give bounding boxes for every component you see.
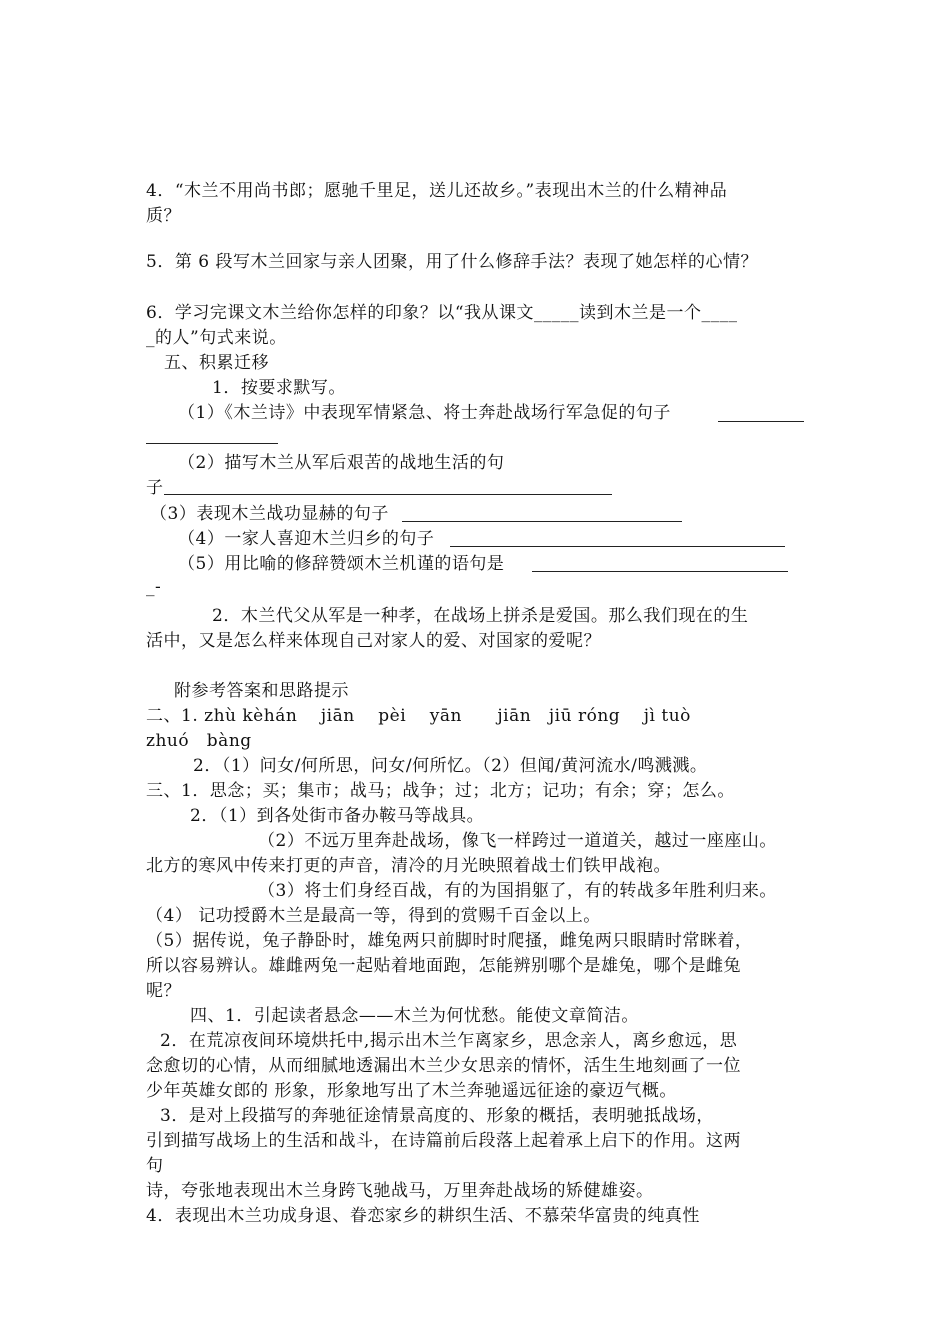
recitation-item-5: （5）用比喻的修辞赞颂木兰机谨的语句是: [178, 554, 505, 574]
answer-4-2-line1: 2．在荒凉夜间环境烘托中,揭示出木兰乍离家乡，思念亲人，离乡愈远，思: [160, 1031, 738, 1051]
answer-3-2-2: （2）不远万里奔赴战场，像飞一样跨过一道道关，越过一座座山。: [258, 831, 777, 851]
recitation-item-3: （3）表现木兰战功显赫的句子: [150, 504, 389, 524]
answer-4-3-line2: 引到描写战场上的生活和战斗，在诗篇前后段落上起着承上启下的作用。这两: [146, 1131, 741, 1151]
answer-2-1-line2: zhuó bàng: [146, 731, 252, 751]
answer-4-2-line2: 念愈切的心情，从而细腻地透漏出木兰少女思亲的情怀，活生生地刻画了一位: [146, 1056, 741, 1076]
question-4-line1: 4．“木兰不用尚书郎；愿驰千里足，送儿还故乡。”表现出木兰的什么精神品: [146, 181, 728, 201]
section-5-task2-line2: 活中，又是怎么样来体现自己对家人的爱、对国家的爱呢？: [146, 631, 601, 651]
answer-3-2-5-line1: （5）据传说，兔子静卧时，雄兔两只前脚时时爬搔，雌兔两只眼睛时常眯着，: [146, 931, 753, 951]
question-6-line1: 6．学习完课文木兰给你怎样的印象？以“我从课文_____读到木兰是一个____: [146, 303, 738, 323]
answers-heading: 附参考答案和思路提示: [174, 681, 349, 701]
section-5-heading: 五、积累迁移: [164, 353, 269, 373]
question-6-line2: _的人”句式来说。: [146, 328, 287, 348]
answer-4-3-line3: 句: [146, 1156, 164, 1176]
question-4-line2: 质？: [146, 206, 181, 226]
answer-blank-5: [532, 571, 788, 572]
section-5-task1: 1．按要求默写。: [212, 378, 346, 398]
recitation-item-1: （1）《木兰诗》中表现军情紧急、将士奔赴战场行军急促的句子: [178, 403, 671, 423]
recitation-item-5-tail: _-: [146, 577, 162, 597]
answer-blank-1b: [146, 443, 278, 444]
answer-blank-4: [450, 546, 785, 547]
answer-3-2-5-line2: 所以容易辨认。雄雌两兔一起贴着地面跑，怎能辨别哪个是雄兔，哪个是雌兔: [146, 956, 741, 976]
answer-4-4: 4．表现出木兰功成身退、眷恋家乡的耕织生活、不慕荣华富贵的纯真性: [146, 1206, 700, 1226]
answer-3-2-4: （4） 记功授爵木兰是最高一等，得到的赏赐千百金以上。: [146, 906, 601, 926]
answer-2-2: 2．（1）问女/何所思，问女/何所忆。（2）但闻/黄河流水/鸣溅溅。: [193, 756, 708, 776]
question-5: 5．第 6 段写木兰回家与亲人团聚，用了什么修辞手法？表现了她怎样的心情？: [146, 252, 758, 272]
recitation-item-2-line2: 子: [146, 478, 164, 498]
answer-blank-2: [164, 494, 612, 495]
answer-blank-3: [402, 521, 682, 522]
answer-blank-1a: [718, 421, 804, 422]
answer-3-2-3: （3）将士们身经百战，有的为国捐躯了，有的转战多年胜利归来。: [258, 881, 777, 901]
answer-4-3-line4: 诗，夸张地表现出木兰身跨飞驰战马，万里奔赴战场的矫健雄姿。: [146, 1181, 654, 1201]
recitation-item-2-line1: （2）描写木兰从军后艰苦的战地生活的句: [178, 453, 505, 473]
answer-4-3-line1: 3．是对上段描写的奔驰征途情景高度的、形象的概括，表明驰抵战场，: [160, 1106, 714, 1126]
answer-4-1: 四、1．引起读者悬念——木兰为何忧愁。能使文章简洁。: [190, 1006, 639, 1026]
section-5-task2-line1: 2．木兰代父从军是一种孝，在战场上拼杀是爱国。那么我们现在的生: [212, 606, 749, 626]
answer-3-2-1: 2．（1）到各处街市备办鞍马等战具。: [190, 806, 485, 826]
answer-3-2-5-line3: 呢？: [146, 981, 181, 1001]
answer-3-2-2-cont: 北方的寒风中传来打更的声音，清冷的月光映照着战士们铁甲战袍。: [146, 856, 671, 876]
recitation-item-4: （4）一家人喜迎木兰归乡的句子: [178, 529, 435, 549]
answer-3-1: 三、1．思念；买；集市；战马；战争；过；北方；记功；有余；穿；怎么。: [146, 781, 735, 801]
answer-4-2-line3: 少年英雄女郎的 形象，形象地写出了木兰奔驰遥远征途的豪迈气概。: [146, 1081, 677, 1101]
answer-2-1-line1: 二、1. zhù kèhán jiān pèi yān jiān jiū róng jì tuò: [146, 706, 691, 726]
